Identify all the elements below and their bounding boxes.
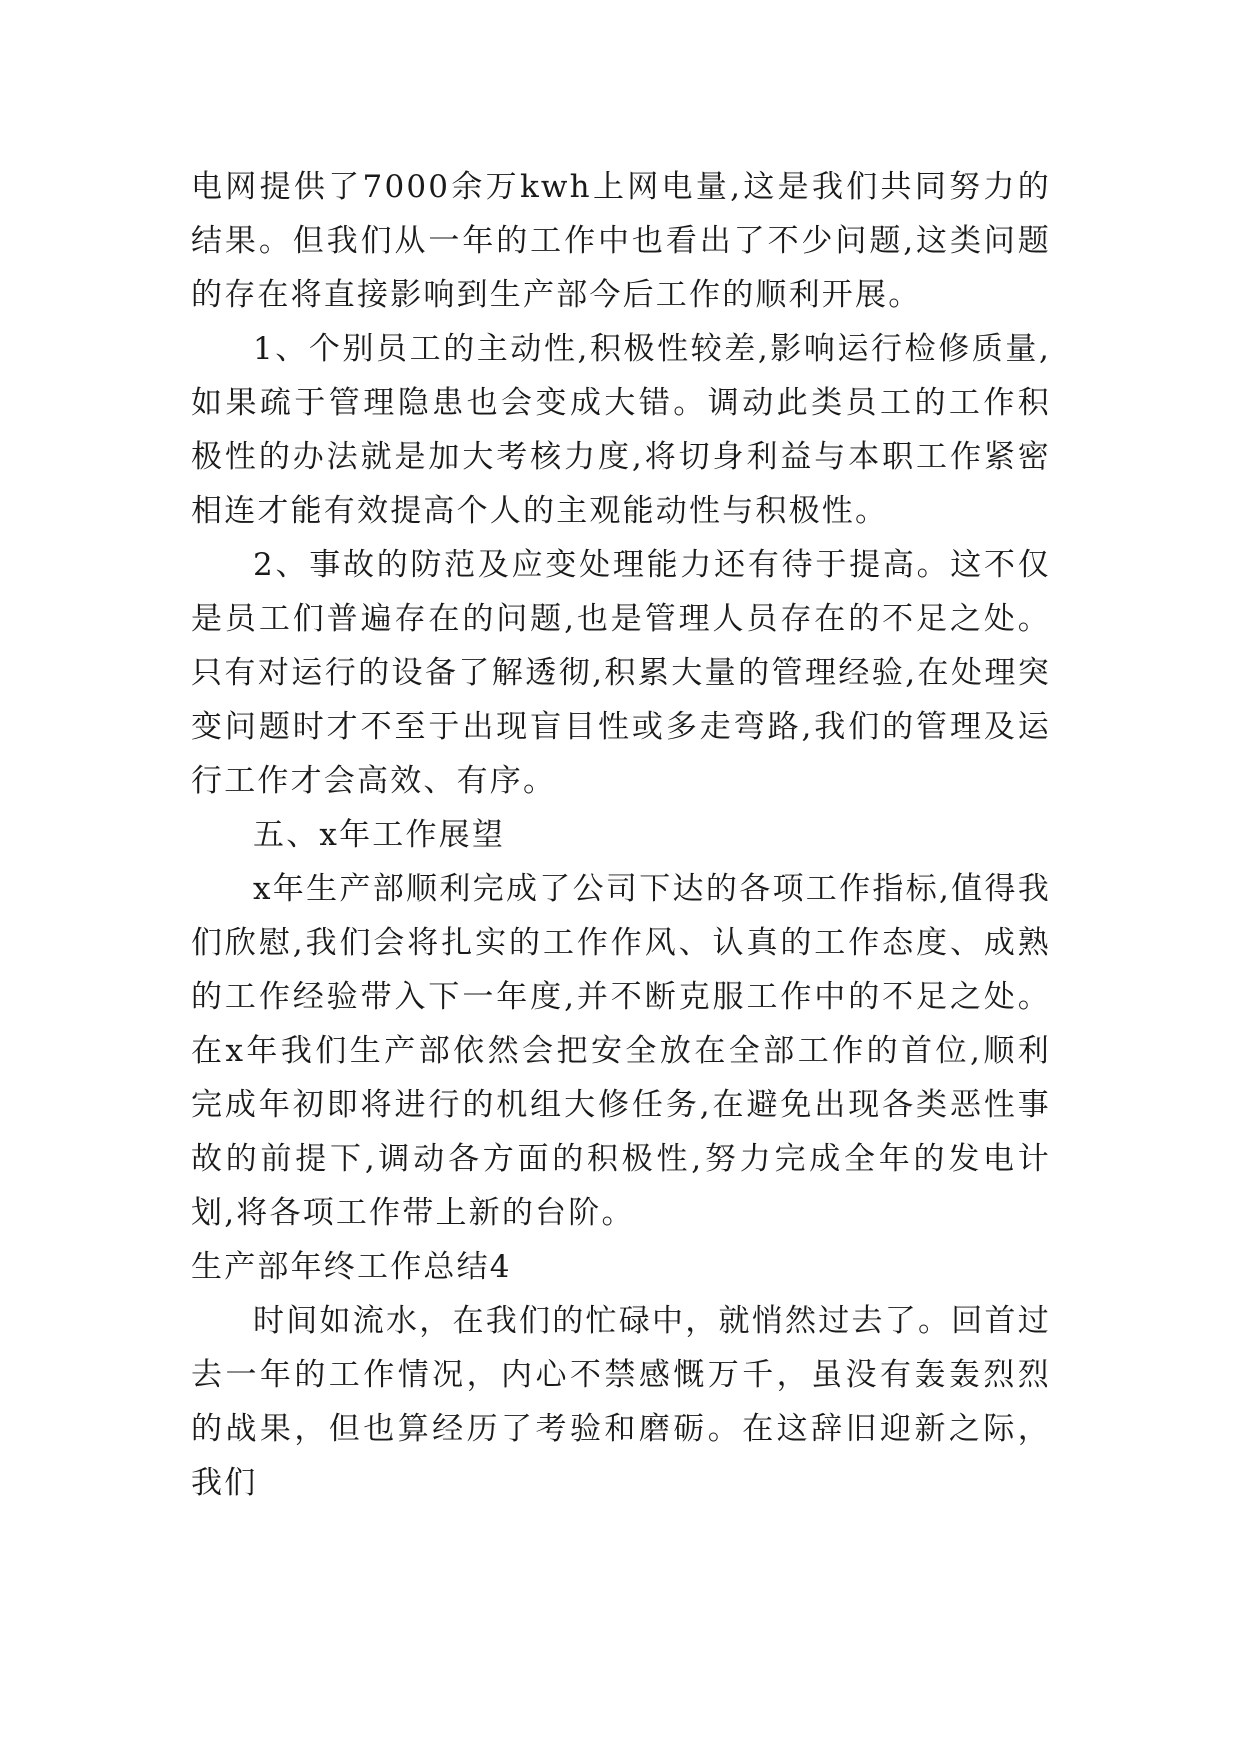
paragraph-issue-2: 2、事故的防范及应变处理能力还有待于提高。这不仅是员工们普遍存在的问题,也是管理人员存在的不足之处。只有对运行的设备了解透彻,积累大量的管理经验,在处理突变问题时才不至于出现盲目性或多走弯路,我们的管理及运行工作才会高效、有序。 <box>191 547 1051 799</box>
document-title-summary-4: 生产部年终工作总结4 <box>191 1249 512 1285</box>
section-heading-outlook: 五、x年工作展望 <box>253 817 506 853</box>
document-body <box>191 160 1051 1510</box>
paragraph-intro-continuation: 电网提供了7000余万kwh上网电量,这是我们共同努力的结果。但我们从一年的工作中也看出了不少问题,这类问题的存在将直接影响到生产部今后工作的顺利开展。 <box>191 169 1051 313</box>
paragraph-outlook: x年生产部顺利完成了公司下达的各项工作指标,值得我们欣慰,我们会将扎实的工作作风、认真的工作态度、成熟的工作经验带入下一年度,并不断克服工作中的不足之处。在x年我们生产部依然会把安全放在全部工作的首位,顺利完成年初即将进行的机组大修任务,在避免出现各类恶性事故的前提下,调动各方面的积极性,努力完成全年的发电计划,将各项工作带上新的台阶。 <box>191 871 1051 1231</box>
paragraph-issue-1: 1、个别员工的主动性,积极性较差,影响运行检修质量,如果疏于管理隐患也会变成大错。调动此类员工的工作积极性的办法就是加大考核力度,将切身利益与本职工作紧密相连才能有效提高个人的主观能动性与积极性。 <box>191 331 1051 529</box>
paragraph-summary-4-intro: 时间如流水，在我们的忙碌中，就悄然过去了。回首过去一年的工作情况，内心不禁感慨万千，虽没有轰轰烈烈的战果，但也算经历了考验和磨砺。在这辞旧迎新之际，我们 <box>191 1303 1051 1501</box>
